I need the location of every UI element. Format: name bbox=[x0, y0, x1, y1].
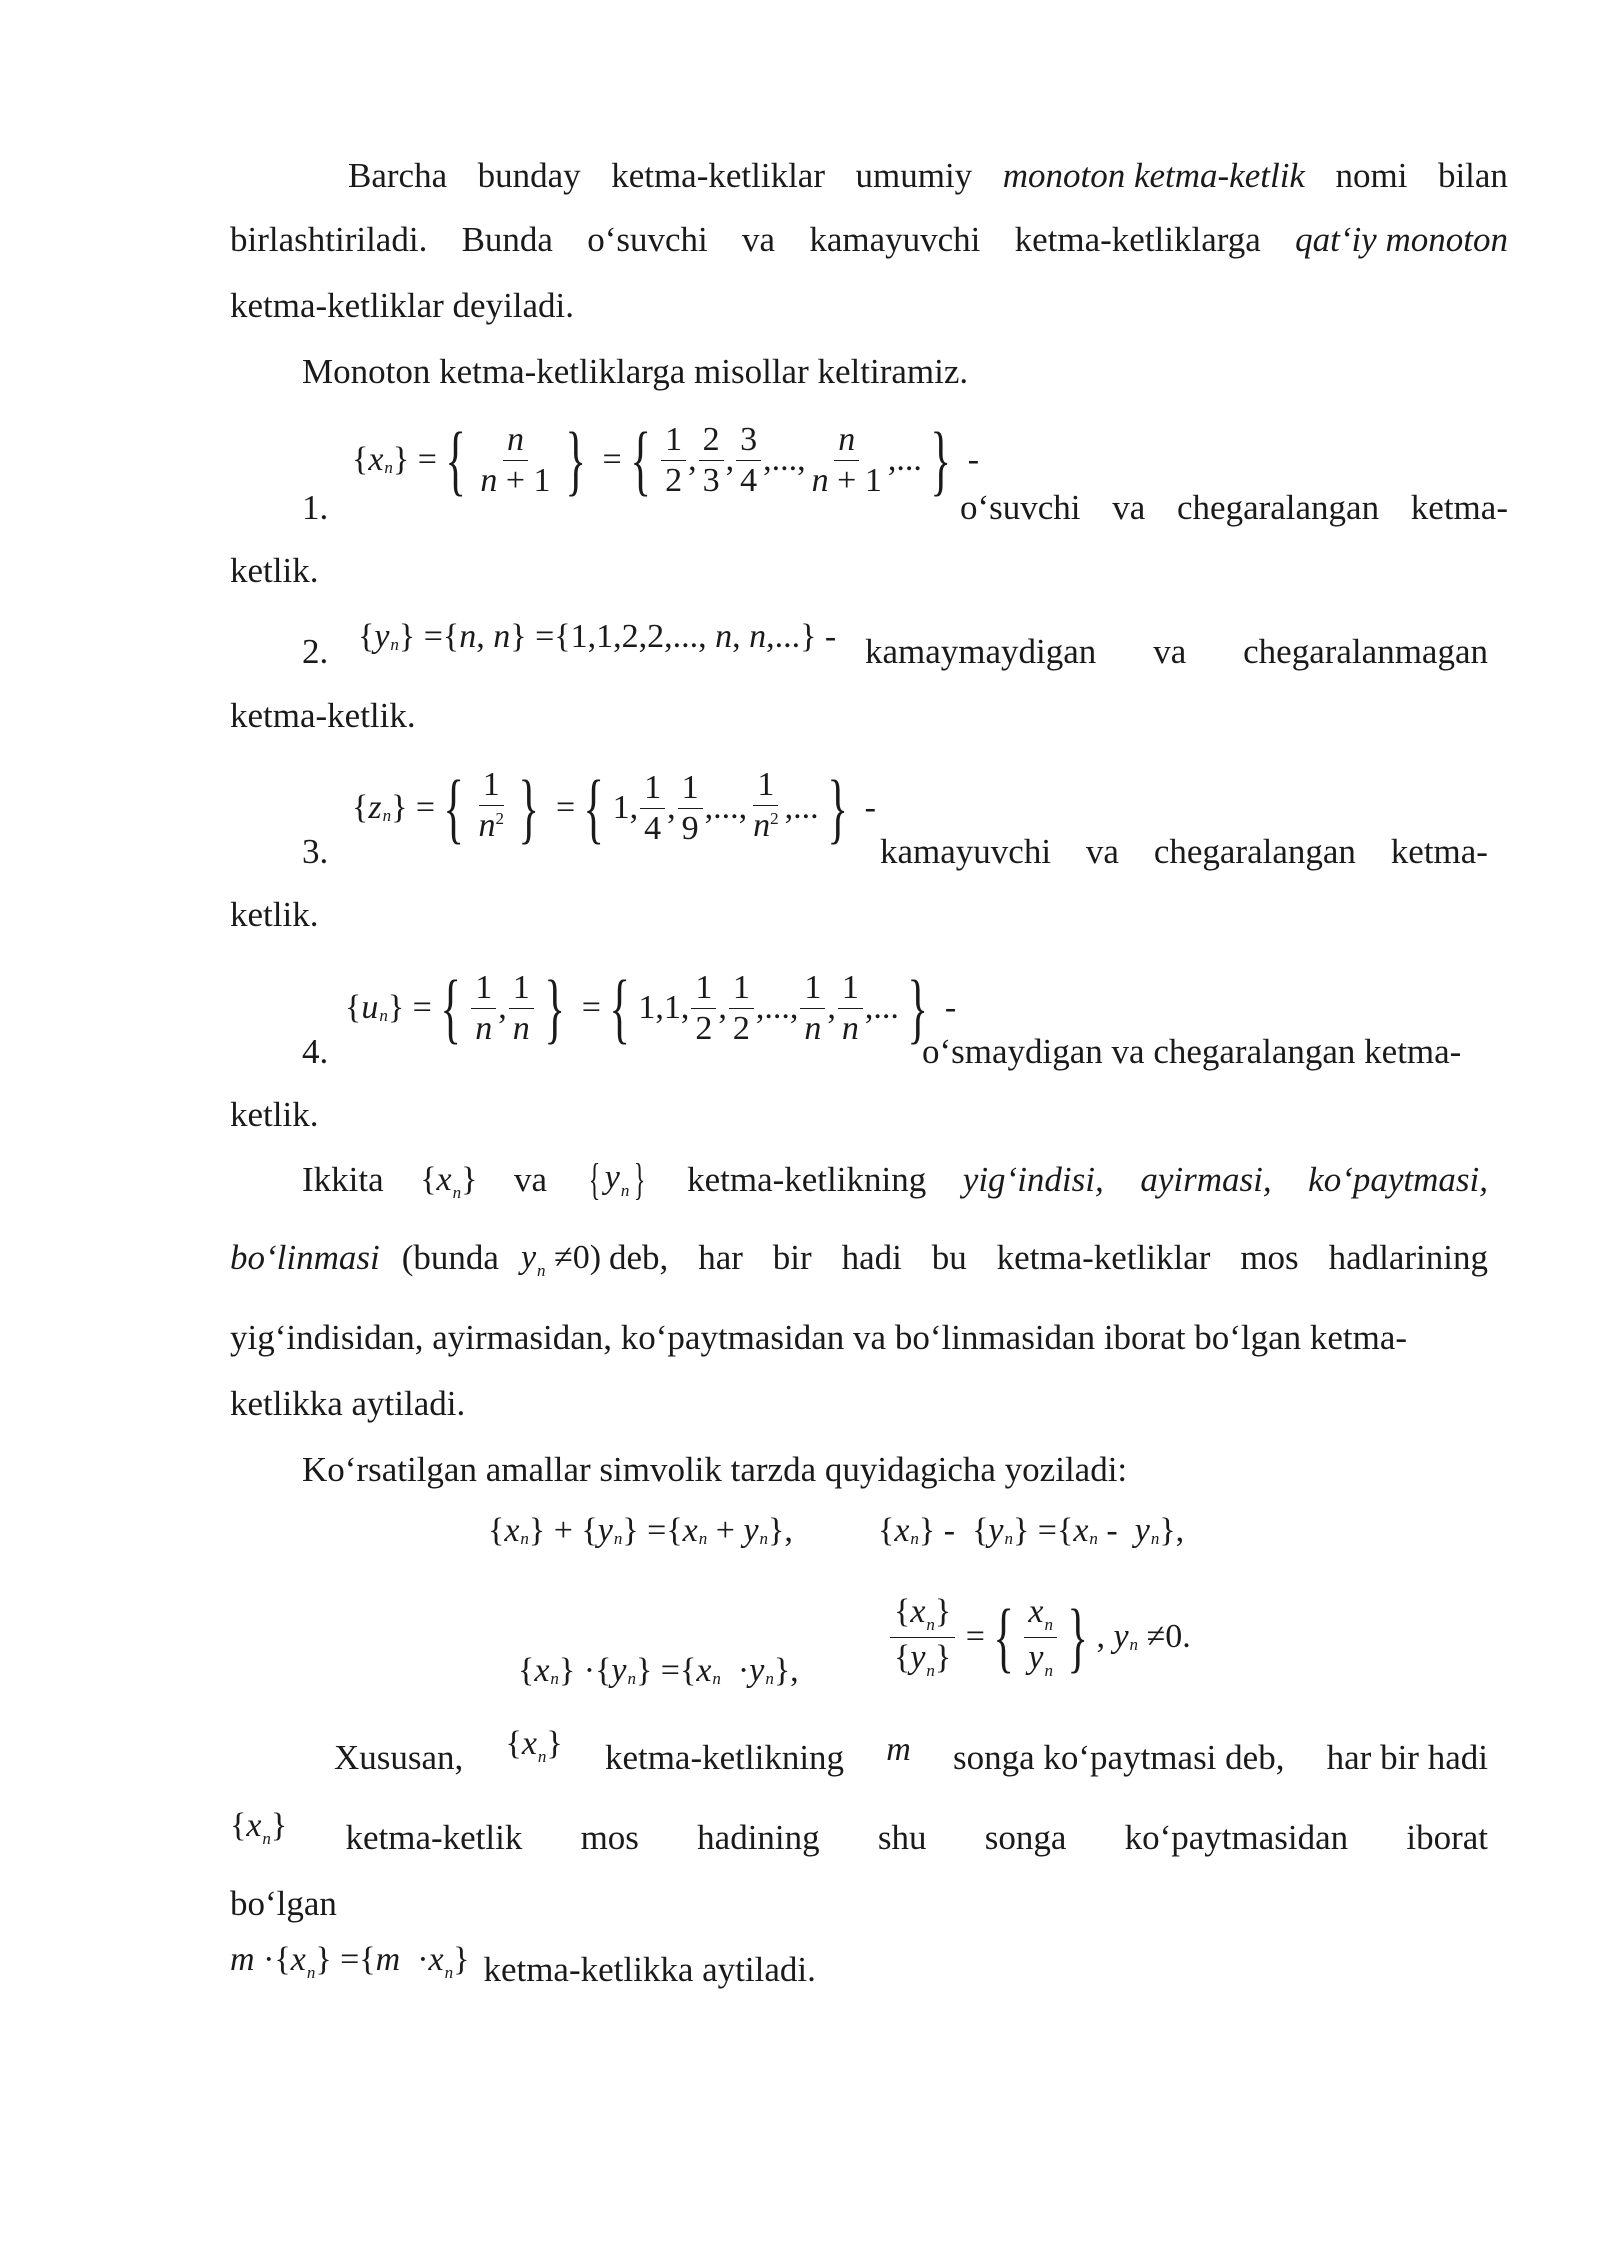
example-1-number: 1. bbox=[302, 488, 329, 527]
word: songa bbox=[984, 1818, 1067, 1857]
word: songa ko‘paytmasi deb, bbox=[952, 1738, 1285, 1777]
word: shu bbox=[877, 1818, 927, 1857]
word: ketma-ketliklarga bbox=[1014, 220, 1261, 259]
word: mos bbox=[580, 1818, 639, 1857]
examples-intro: Monoton ketma-ketliklarga misollar keltiramiz. bbox=[302, 352, 969, 391]
word: bir bbox=[772, 1238, 812, 1277]
example-4-formula: { u n } = { $\frac{1}{n}$ , $\frac{1}{n}$ } = { 1,1, $\frac{1}{2}$ , $\frac{1}{2}$ ,..., $\frac{1}{n}$ , $\frac{1}{n}$ ,... } - bbox=[345, 964, 957, 1051]
word: hadining bbox=[697, 1818, 820, 1857]
word: Xususan, bbox=[334, 1738, 464, 1777]
example-2-formula: { y n } ={ n , n } ={1,1,2,2,..., n , n ,...} - bbox=[358, 618, 837, 655]
example-3-number: 3. bbox=[302, 832, 329, 871]
example-2-number: 2. bbox=[302, 632, 329, 671]
word: bilan bbox=[1437, 156, 1508, 195]
example-2-continuation: ketma-ketlik. bbox=[230, 696, 416, 735]
word: Ikkita bbox=[302, 1160, 384, 1199]
word: ketma- bbox=[1410, 488, 1508, 527]
formula-scalar-product: $m \cdot\{x_n\} =\{m \cdot x_n\}$ bbox=[230, 1941, 470, 1982]
formula-sum: { x n } + { y n } ={ x n + y n }, bbox=[488, 1512, 793, 1549]
word: kamayuvchi bbox=[809, 220, 981, 259]
word: ketma-ketlikning bbox=[604, 1738, 845, 1777]
sequence-x-n: $\{x_n\}$ bbox=[420, 1161, 478, 1202]
word: Barcha bbox=[348, 156, 448, 195]
word: ketma-ketliklar bbox=[996, 1238, 1211, 1277]
scalar-m: m bbox=[886, 1731, 911, 1768]
condition-y-n-nonzero: $y_n \ne 0$) bbox=[520, 1239, 602, 1280]
word: kamayuvchi bbox=[880, 832, 1052, 871]
word: bunday bbox=[477, 156, 581, 195]
term-yigindisi: yig‘indisi, bbox=[962, 1160, 1104, 1199]
formula-quotient: $\frac{\{x_n\}}{\{y_n\}}$ = { $\frac{x_n}{y_n}$ } , y n ≠0. bbox=[888, 1582, 1191, 1692]
word: va bbox=[1153, 632, 1187, 671]
sequence-x-n: $\{x_n\}$ bbox=[230, 1807, 288, 1848]
paragraph-1-line-2 bbox=[230, 218, 1508, 262]
word: va bbox=[514, 1160, 548, 1199]
word: o‘suvchi bbox=[587, 220, 708, 259]
word: chegaralanmagan bbox=[1243, 632, 1488, 671]
paragraph-3-line-2 bbox=[230, 1807, 1488, 1858]
example-1-formula: { x n } = { $\frac{n}{n + 1}$ } = { $\frac{1}{2}$ , $\frac{2}{3}$ , $\frac{3}{4}$ ,..., $\frac{n}{n + 1}$ ,... } - bbox=[352, 416, 980, 503]
paragraph-2-line-3: yig‘indisidan, ayirmasidan, ko‘paytmasidan va bo‘linmasidan iborat bo‘lgan ketma- bbox=[230, 1318, 1408, 1357]
example-4-description: o‘smaydigan va chegaralangan ketma- bbox=[922, 1032, 1462, 1071]
example-4-number: 4. bbox=[302, 1032, 329, 1071]
paragraph-3-line-3: bo‘lgan bbox=[230, 1884, 337, 1923]
term-bolinmasi: bo‘linmasi bbox=[230, 1238, 380, 1277]
paragraph-1-line-1 bbox=[348, 154, 1508, 198]
operations-intro: Ko‘rsatilgan amallar simvolik tarzda quyidagicha yoziladi: bbox=[302, 1450, 1128, 1489]
word: Bunda bbox=[461, 220, 553, 259]
word: ketma-ketlikning bbox=[687, 1160, 927, 1199]
word: har bir hadi bbox=[1326, 1738, 1488, 1777]
word: umumiy bbox=[855, 156, 973, 195]
word: ketma- bbox=[1390, 832, 1488, 871]
word: birlashtiriladi. bbox=[230, 220, 428, 259]
sequence-x-n: $\{x_n\}$ bbox=[505, 1725, 563, 1766]
word: (bunda bbox=[401, 1238, 499, 1277]
formula-difference: { x n } - { y n } ={ x n - y n }, bbox=[878, 1512, 1185, 1549]
paragraph-2-line-1 bbox=[302, 1155, 1488, 1204]
word: deb, bbox=[609, 1238, 669, 1277]
word: ketma-ketlikka aytiladi. bbox=[483, 1950, 816, 1989]
paragraph-3-line-1 bbox=[334, 1725, 1488, 1778]
paragraph-1-line-3: ketma-ketliklar deyiladi. bbox=[230, 286, 575, 325]
word: va bbox=[742, 220, 776, 259]
example-3-formula: { z n } = { $\frac{1}{n^2}$ } = { 1, $\frac{1}{4}$ , $\frac{1}{9}$ ,..., $\frac{1}{n^2}$ ,... } - bbox=[352, 764, 876, 851]
example-3-continuation: ketlik. bbox=[230, 895, 319, 934]
paragraph-2-line-2 bbox=[230, 1238, 1488, 1278]
example-4-continuation: ketlik. bbox=[230, 1095, 319, 1134]
term-ayirmasi: ayirmasi, bbox=[1140, 1160, 1272, 1199]
term-qatiy-monoton: qat‘iy monoton bbox=[1295, 220, 1508, 259]
word: iborat bbox=[1406, 1818, 1488, 1857]
word: hadi bbox=[841, 1238, 902, 1277]
word: har bbox=[698, 1238, 743, 1277]
word: mos bbox=[1240, 1238, 1299, 1277]
word: nomi bbox=[1335, 156, 1408, 195]
word: chegaralangan bbox=[1177, 488, 1380, 527]
example-1-description bbox=[960, 486, 1508, 530]
term-monoton-ketma-ketlik: monoton ketma-ketlik bbox=[1002, 156, 1305, 195]
word: hadlarining bbox=[1328, 1238, 1488, 1277]
word: va bbox=[1112, 488, 1146, 527]
word: ketma-ketliklar bbox=[611, 156, 825, 195]
word: kamaymaydigan bbox=[865, 632, 1097, 671]
formula-product: { x n } ·{ y n } ={ x n · y n }, bbox=[518, 1652, 799, 1689]
example-2-description bbox=[865, 630, 1488, 674]
example-1-continuation: ketlik. bbox=[230, 551, 319, 590]
example-3-description bbox=[880, 830, 1488, 874]
word: chegaralangan bbox=[1153, 832, 1356, 871]
term-kopaytmasi: ko‘paytmasi, bbox=[1308, 1160, 1488, 1199]
word: o‘suvchi bbox=[960, 488, 1081, 527]
sequence-y-n: { $y_n$ } bbox=[588, 1155, 646, 1204]
word: ko‘paytmasidan bbox=[1124, 1818, 1349, 1857]
word: bu bbox=[931, 1238, 967, 1277]
paragraph-2-line-2-rest bbox=[609, 1238, 1488, 1278]
word: va bbox=[1085, 832, 1119, 871]
paragraph-2-line-4: ketlikka aytiladi. bbox=[230, 1384, 466, 1423]
word: ketma-ketlik bbox=[345, 1818, 523, 1857]
paragraph-3-line-4 bbox=[230, 1941, 816, 1990]
